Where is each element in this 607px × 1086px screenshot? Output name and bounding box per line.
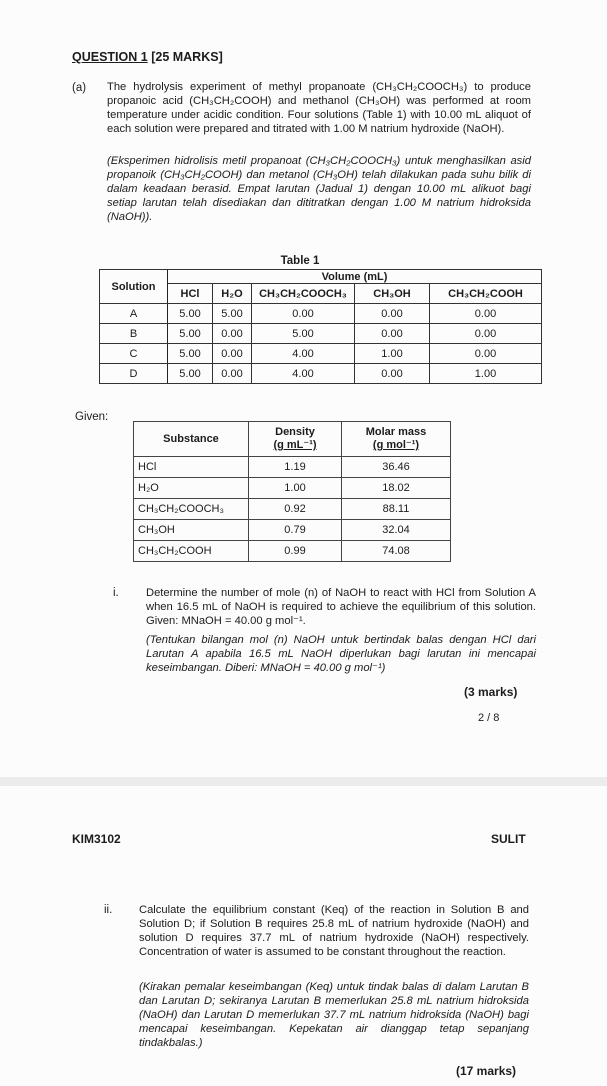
table1-cell: 5.00	[168, 344, 213, 364]
table1-cell: B	[100, 324, 168, 344]
table-row	[134, 541, 451, 562]
table-row	[100, 304, 542, 324]
table1-cell: 0.00	[430, 304, 542, 324]
given-cell: CH₃CH₂COOH	[134, 541, 249, 562]
table1-cell: 4.00	[252, 344, 355, 364]
table1-cell: 0.00	[355, 324, 430, 344]
table1-solution-header: Solution	[100, 270, 168, 304]
table-row	[134, 457, 451, 478]
sulit-label: SULIT	[491, 832, 526, 846]
table1	[99, 269, 542, 384]
table1-col-header: H₂O	[213, 284, 252, 304]
table1-cell: 0.00	[430, 324, 542, 344]
table-row	[100, 364, 542, 384]
question-title: QUESTION 1 [25 MARKS]	[72, 50, 223, 64]
table-row	[100, 344, 542, 364]
table-row	[134, 520, 451, 541]
table-row	[134, 478, 451, 499]
table1-cell: 5.00	[168, 304, 213, 324]
table-row	[134, 499, 451, 520]
part-i-marks: (3 marks)	[464, 685, 518, 699]
part-ii-marks: (17 marks)	[456, 1064, 517, 1078]
table1-cell: 5.00	[213, 304, 252, 324]
table1-cell: 4.00	[252, 364, 355, 384]
table1-col-header: CH₃CH₂COOH	[430, 284, 542, 304]
part-a-label: (a)	[72, 82, 87, 94]
table1-cell: C	[100, 344, 168, 364]
given-cell: 0.99	[249, 541, 342, 562]
given-cell: 74.08	[342, 541, 451, 562]
given-cell: 36.46	[342, 457, 451, 478]
given-cell: 88.11	[342, 499, 451, 520]
table1-cell: 0.00	[355, 364, 430, 384]
table1-cell: A	[100, 304, 168, 324]
table1-col-header: CH₃OH	[355, 284, 430, 304]
table1-cell: 1.00	[355, 344, 430, 364]
given-table	[133, 421, 451, 562]
table-row	[100, 324, 542, 344]
table1-cell: 0.00	[213, 364, 252, 384]
given-cell: 1.00	[249, 478, 342, 499]
part-a-malay-text: (Eksperimen hidrolisis metil propanoat (CH₃CH₂COOCH₃) untuk menghasilkan asid propanoik (CH₃CH₂COOH) dan metanol (CH₃OH) telah dilakukan pada suhu bilik di dalam keadaan berasid. Empat larutan (Jadual 1) dengan 10.00 mL alikuot bagi setiap larutan telah disediakan dan dititratkan dengan 1.00 M natrium hidroksida (NaOH)).	[107, 155, 531, 224]
table1-cell: 5.00	[168, 324, 213, 344]
course-code: KIM3102	[72, 832, 121, 846]
part-ii-label: ii.	[104, 904, 113, 916]
given-cell: CH₃OH	[134, 520, 249, 541]
given-cell: 1.19	[249, 457, 342, 478]
table1-cell: 0.00	[213, 324, 252, 344]
given-cell: 0.92	[249, 499, 342, 520]
given-label: Given:	[75, 411, 109, 423]
table1-cell: D	[100, 364, 168, 384]
given-header-density: Density (g mL⁻¹)	[249, 422, 342, 457]
given-cell: CH₃CH₂COOCH₃	[134, 499, 249, 520]
given-cell: 32.04	[342, 520, 451, 541]
table1-cell: 0.00	[252, 304, 355, 324]
table1-cell: 5.00	[252, 324, 355, 344]
table1-cell: 5.00	[168, 364, 213, 384]
table1-cell: 1.00	[430, 364, 542, 384]
table1-col-header: CH₃CH₂COOCH₃	[252, 284, 355, 304]
table1-cell: 0.00	[430, 344, 542, 364]
table1-volume-header: Volume (mL)	[168, 270, 542, 284]
given-cell: 0.79	[249, 520, 342, 541]
page-3-of-8	[0, 786, 607, 1086]
page-number: 2 / 8	[478, 712, 500, 724]
part-ii-malay-text: (Kirakan pemalar keseimbangan (Keq) untuk tindak balas di dalam Larutan B dan Larutan D; sekiranya Larutan B memerlukan 25.8 mL natrium hidroksida (NaOH) dan Larutan D memerlukan 37.7 mL natrium hidroksida (NaOH) bagi mencapai keseimbangan. Kepekatan air dianggap tetap sepanjang tindakbalas.)	[139, 981, 529, 1050]
given-cell: H₂O	[134, 478, 249, 499]
table1-cell: 0.00	[355, 304, 430, 324]
part-i-english-text: Determine the number of mole (n) of NaOH to react with HCl from Solution A when 16.5 mL of NaOH is required to achieve the equilibrium of this solution. Given: MNaOH = 40.00 g mol⁻¹.	[146, 587, 536, 628]
given-cell: 18.02	[342, 478, 451, 499]
part-ii-english-text: Calculate the equilibrium constant (Keq) of the reaction in Solution B and Solution D; if Solution B requires 25.8 mL of natrium hydroxide (NaOH) and solution D requires 37.7 mL of natrium hydroxide (NaOH) respectively. Concentration of water is assumed to be constant throughout the reaction.	[139, 904, 529, 959]
part-i-malay-text: (Tentukan bilangan mol (n) NaOH untuk bertindak balas dengan HCl dari Larutan A apabila 16.5 mL NaOH diperlukan bagi larutan ini mencapai keseimbangan. Diberi: MNaOH = 40.00 g mol⁻¹)	[146, 634, 536, 675]
given-header-substance: Substance	[134, 422, 249, 457]
part-i-label: i.	[113, 587, 119, 599]
given-cell: HCl	[134, 457, 249, 478]
table1-cell: 0.00	[213, 344, 252, 364]
table1-col-header: HCl	[168, 284, 213, 304]
given-header-molar-mass: Molar mass (g mol⁻¹)	[342, 422, 451, 457]
table1-caption: Table 1	[280, 255, 320, 267]
part-a-english-text: The hydrolysis experiment of methyl propanoate (CH₃CH₂COOCH₃) to produce propanoic acid (CH₃CH₂COOH) and methanol (CH₃OH) was performed at room temperature under acidic condition. Four solutions (Table 1) with 10.00 mL aliquot of each solution were prepared and titrated with 1.00 M natrium hydroxide (NaOH).	[107, 81, 531, 136]
